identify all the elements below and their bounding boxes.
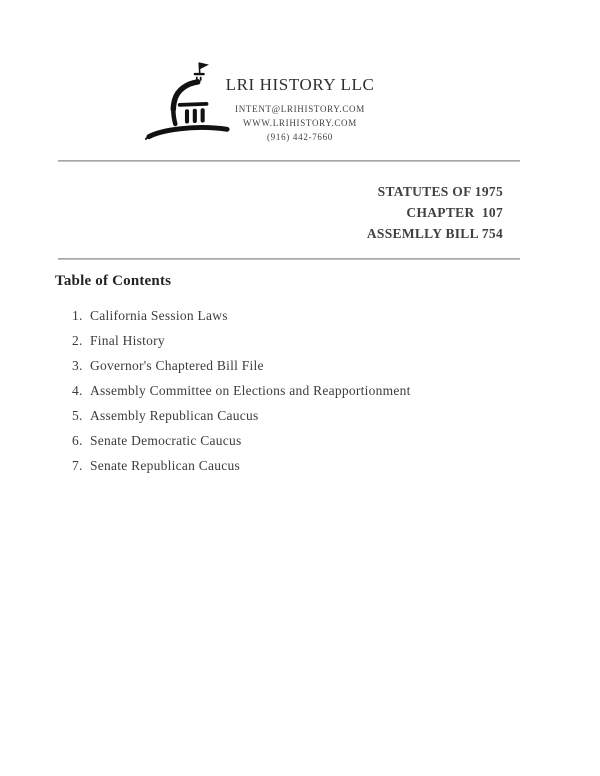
chapter-line: CHAPTER 107: [406, 205, 503, 220]
toc-item-number: 5.: [72, 408, 83, 423]
toc-item-label: Final History: [90, 333, 165, 348]
toc-item: [72, 328, 552, 353]
toc-item-number: 3.: [72, 358, 83, 373]
toc-item-number: 2.: [72, 333, 83, 348]
toc-item-number: 1.: [72, 308, 83, 323]
toc-item: [72, 353, 552, 378]
horizontal-rule-bottom: [58, 258, 520, 260]
toc-item-number: 4.: [72, 383, 83, 398]
assembly-bill-line: ASSEMLLY BILL 754: [366, 226, 503, 241]
company-header: [0, 75, 600, 144]
company-email: INTENT@LRIHISTORY.COM: [235, 104, 365, 114]
toc-item-label: Governor's Chaptered Bill File: [90, 358, 264, 373]
toc-item-label: Senate Republican Caucus: [90, 458, 240, 473]
toc-item-label: Assembly Committee on Elections and Reapportionment: [90, 383, 411, 398]
statutes-line: STATUTES OF 1975: [377, 184, 503, 199]
company-website: WWW.LRIHISTORY.COM: [243, 118, 357, 128]
toc-item: [72, 428, 552, 453]
company-phone: (916) 442-7660: [266, 132, 334, 142]
toc-item-number: 7.: [72, 458, 83, 473]
horizontal-rule-top: [58, 160, 520, 162]
toc-item: [72, 403, 552, 428]
toc-item-label: California Session Laws: [90, 308, 228, 323]
statute-reference-block: [367, 181, 503, 244]
toc-item-number: 6.: [72, 433, 83, 448]
toc-item: [72, 453, 552, 478]
toc-list: [72, 303, 552, 478]
toc-item: [72, 303, 552, 328]
toc-item: [72, 378, 552, 403]
toc-item-label: Assembly Republican Caucus: [90, 408, 259, 423]
toc-heading: Table of Contents: [55, 273, 172, 289]
toc-item-label: Senate Democratic Caucus: [90, 433, 242, 448]
company-name: LRI HISTORY LLC: [225, 75, 375, 94]
